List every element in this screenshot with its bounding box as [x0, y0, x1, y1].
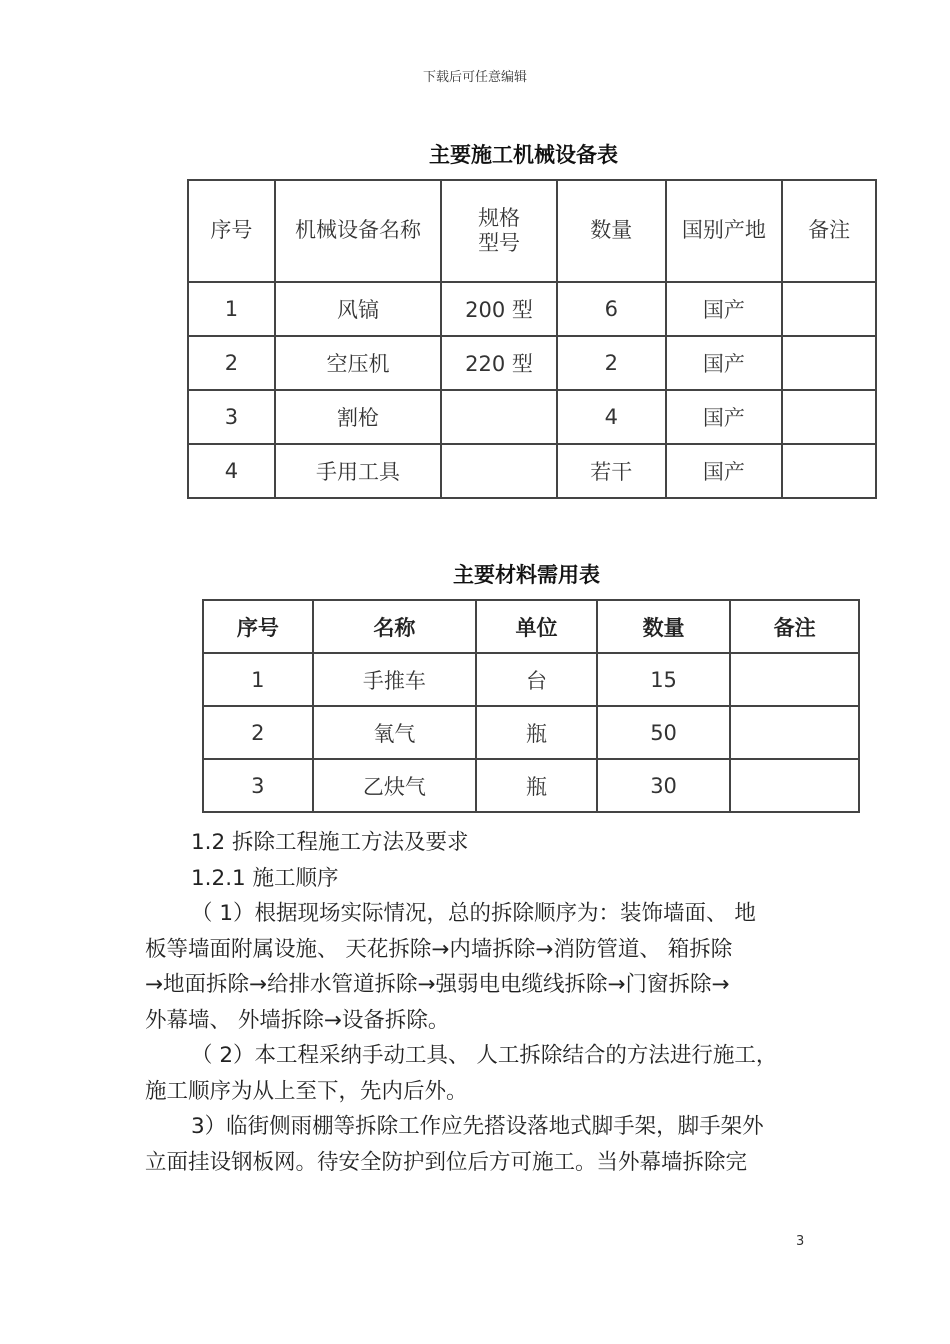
table-cell: 15 [597, 653, 731, 706]
table-header-row [188, 180, 876, 282]
table-cell: 国产 [666, 444, 783, 498]
table-cell: 乙炔气 [313, 759, 476, 812]
table-cell: 4 [188, 444, 275, 498]
table-cell [782, 390, 876, 444]
table-cell [441, 390, 557, 444]
paragraph-line: →地面拆除→给排水管道拆除→强弱电电缆线拆除→门窗拆除→ [145, 972, 730, 997]
table-cell: 手用工具 [275, 444, 441, 498]
header-cell-spec [441, 180, 557, 282]
table-row [188, 336, 876, 390]
header-cell: 备注 [782, 180, 876, 282]
table-cell: 国产 [666, 282, 783, 336]
paragraph-line: 立面挂设钢板网。待安全防护到位后方可施工。当外幕墙拆除完 [145, 1149, 748, 1175]
table-cell: 2 [557, 336, 666, 390]
table-row [188, 282, 876, 336]
table2-title: 主要材料需用表 [453, 562, 600, 587]
table-cell: 50 [597, 706, 731, 759]
table-cell [782, 336, 876, 390]
table1-title: 主要施工机械设备表 [429, 142, 618, 167]
table-cell: 割枪 [275, 390, 441, 444]
materials-table [202, 599, 860, 813]
table-header-row [203, 600, 859, 653]
table-cell: 200 型 [441, 282, 557, 336]
table-row [203, 653, 859, 706]
table-cell: 空压机 [275, 336, 441, 390]
header-spec-line1: 规格 [478, 205, 521, 230]
table-row [203, 706, 859, 759]
header-cell: 数量 [597, 600, 731, 653]
header-cell: 数量 [557, 180, 666, 282]
page-number: 3 [796, 1234, 805, 1249]
table-cell: 1 [203, 653, 313, 706]
header-cell: 名称 [313, 600, 476, 653]
section-heading: 1.2 拆除工程施工方法及要求 [191, 830, 469, 855]
equipment-table [187, 179, 877, 499]
paragraph-line: （ 2）本工程采纳手动工具、 人工拆除结合的方法进行施工， [191, 1043, 778, 1068]
header-cell: 序号 [203, 600, 313, 653]
table-cell: 30 [597, 759, 731, 812]
header-cell: 单位 [476, 600, 597, 653]
header-cell: 序号 [188, 180, 275, 282]
header-cell: 机械设备名称 [275, 180, 441, 282]
table-cell [441, 444, 557, 498]
table-cell: 国产 [666, 336, 783, 390]
subsection-heading: 1.2.1 施工顺序 [191, 865, 339, 891]
table-cell [782, 444, 876, 498]
table-cell: 氧气 [313, 706, 476, 759]
header-cell: 国别产地 [666, 180, 783, 282]
table-row [188, 390, 876, 444]
table-cell: 3 [203, 759, 313, 812]
header-note: 下载后可任意编辑 [422, 70, 527, 85]
paragraph-line: 板等墙面附属设施、 天花拆除→内墙拆除→消防管道、 箱拆除 [145, 936, 733, 962]
paragraph-line: （ 1）根据现场实际情况，总的拆除顺序为：装饰墙面、 地 [191, 901, 756, 926]
table-cell: 手推车 [313, 653, 476, 706]
table-cell [730, 653, 859, 706]
table-cell [782, 282, 876, 336]
table-cell: 4 [557, 390, 666, 444]
table-cell: 若干 [557, 444, 666, 498]
table-cell: 瓶 [476, 706, 597, 759]
table-cell: 1 [188, 282, 275, 336]
table-cell [730, 759, 859, 812]
table-cell: 瓶 [476, 759, 597, 812]
table-cell: 3 [188, 390, 275, 444]
table-cell: 6 [557, 282, 666, 336]
paragraph-line: 3）临街侧雨棚等拆除工作应先搭设落地式脚手架，脚手架外 [191, 1114, 764, 1139]
table-row [188, 444, 876, 498]
table-cell: 2 [188, 336, 275, 390]
paragraph-line: 施工顺序为从上至下，先内后外。 [145, 1078, 468, 1104]
table-cell: 国产 [666, 390, 783, 444]
paragraph-line: 外幕墙、 外墙拆除→设备拆除。 [145, 1007, 450, 1033]
table-cell: 台 [476, 653, 597, 706]
header-cell: 备注 [730, 600, 859, 653]
table-row [203, 759, 859, 812]
body-text [145, 825, 810, 1180]
table-cell: 2 [203, 706, 313, 759]
table-cell: 风镐 [275, 282, 441, 336]
table-cell: 220 型 [441, 336, 557, 390]
table-cell [730, 706, 859, 759]
header-spec-line2: 型号 [478, 231, 521, 255]
